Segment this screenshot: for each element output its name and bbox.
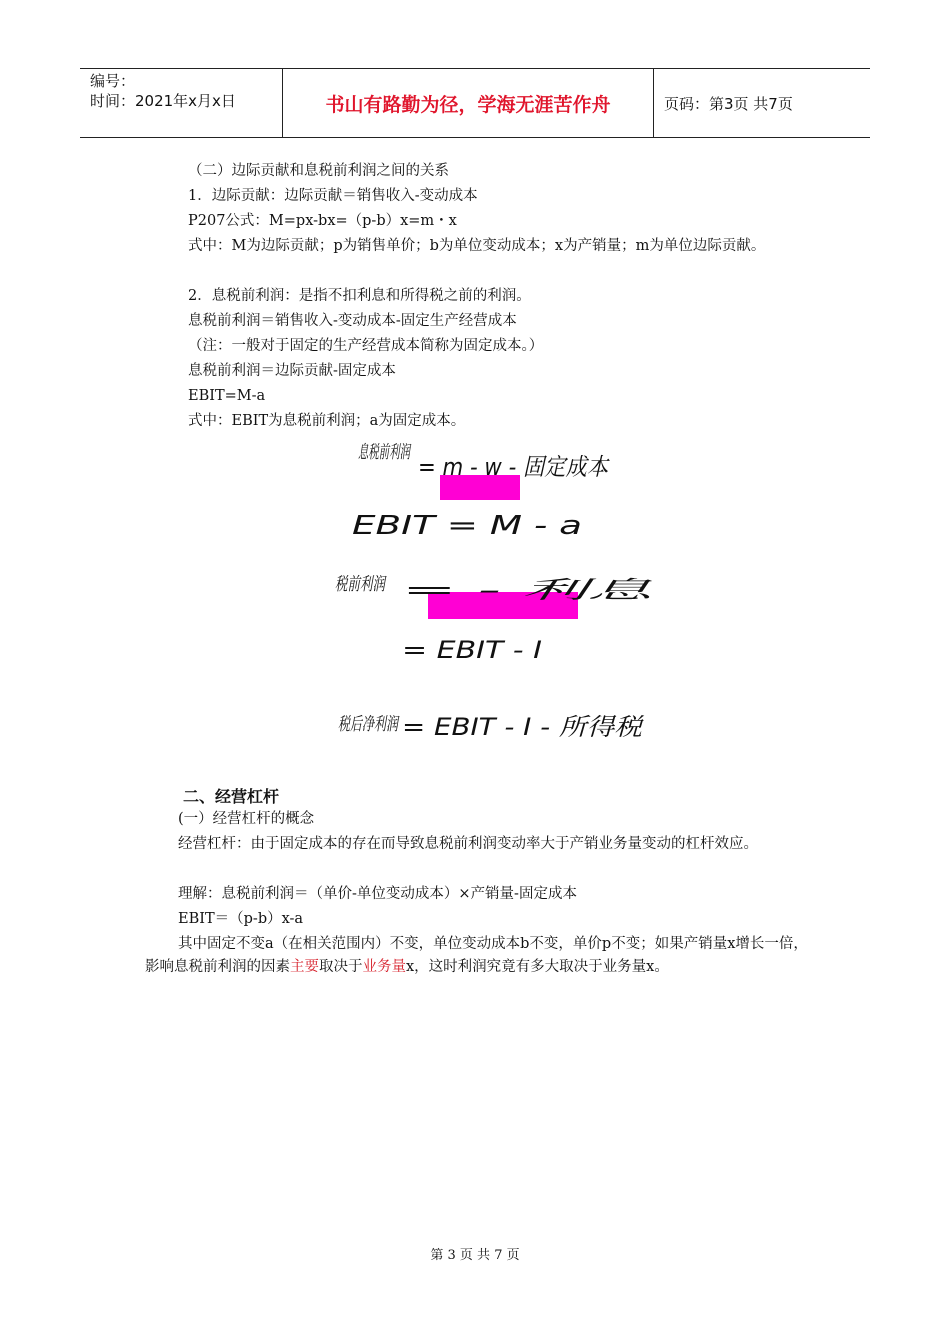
operating-leverage-definition: 经营杠杆：由于固定成本的存在而导致息税前利润变动率大于产销业务量变动的杠杆效应。 xyxy=(178,836,758,852)
explanation-text-2: 取决于 xyxy=(319,959,363,975)
hw-row1-left: 息税前利润 xyxy=(358,442,412,463)
section-2-title: 二、经营杠杆 xyxy=(183,787,280,806)
section-heading-2-2: （二）边际贡献和息税前利润之间的关系 xyxy=(188,163,449,179)
ebit-formula-2: EBIT＝（p-b）x-a xyxy=(178,911,304,927)
explanation-highlight-volume: 业务量 xyxy=(362,959,406,975)
header-motto: 书山有路勤为径，学海无涯苦作舟 xyxy=(282,69,654,137)
hw-row4: = EBIT - I xyxy=(402,636,542,664)
number-label: 编号： xyxy=(90,72,136,90)
ebit-formula: EBIT=M-a xyxy=(188,388,266,404)
definition-m: 式中：M为边际贡献；p为销售单价；b为单位变动成本；x为产销量；m为单位边际贡献。 xyxy=(188,238,766,254)
hw-row3-left: 税前利润 xyxy=(335,574,388,595)
hw-row3-right: = - 利息 xyxy=(402,576,655,604)
header-page-label: 页码：第3页 共7页 xyxy=(664,94,793,113)
hw-row5-right: = EBIT - I - 所得税 xyxy=(402,713,646,741)
time-label: 时间：2021年x月x日 xyxy=(90,92,236,110)
ebit-equation-1: 息税前利润＝销售收入-变动成本-固定生产经营成本 xyxy=(188,313,517,329)
formula-p207: P207公式：M=px-bx=（p-b）x=m・x xyxy=(188,213,457,229)
hw-row5-left: 税后净利润 xyxy=(338,714,400,735)
definition-ebit: 式中：EBIT为息税前利润；a为固定成本。 xyxy=(188,413,466,429)
explanation-text-3: x，这时利润究竟有多大取决于业务量x。 xyxy=(406,959,669,975)
handwritten-notes-figure xyxy=(330,430,660,760)
note-fixed-cost: （注：一般对于固定的生产经营成本简称为固定成本。） xyxy=(188,338,544,354)
header-left xyxy=(80,69,282,137)
item-1-marginal-contribution: 1．边际贡献：边际贡献＝销售收入-变动成本 xyxy=(188,188,478,204)
explanation-paragraph xyxy=(145,933,810,979)
item-2-ebit: 2．息税前利润：是指不扣利息和所得税之前的利润。 xyxy=(188,288,531,304)
page-footer: 第 3 页 共 7 页 xyxy=(430,1248,520,1263)
ebit-equation-2: 息税前利润＝边际贡献-固定成本 xyxy=(188,363,396,379)
section-2-subheading-1: (一）经营杠杆的概念 xyxy=(178,811,315,827)
page-header xyxy=(80,68,870,138)
understanding-equation: 理解：息税前利润＝（单价-单位变动成本）×产销量-固定成本 xyxy=(178,886,577,902)
hw-row1-right: = m - w - 固定成本 xyxy=(418,453,610,481)
hw-row2: EBIT = M - a xyxy=(352,511,582,541)
explanation-highlight-main: 主要 xyxy=(290,959,319,975)
explanation-text-1: 其中固定不变a（在相关范围内）不变，单位变动成本b不变，单价p不变；如果产销量x增长一倍，影响息税前利润的因素 xyxy=(145,936,808,975)
